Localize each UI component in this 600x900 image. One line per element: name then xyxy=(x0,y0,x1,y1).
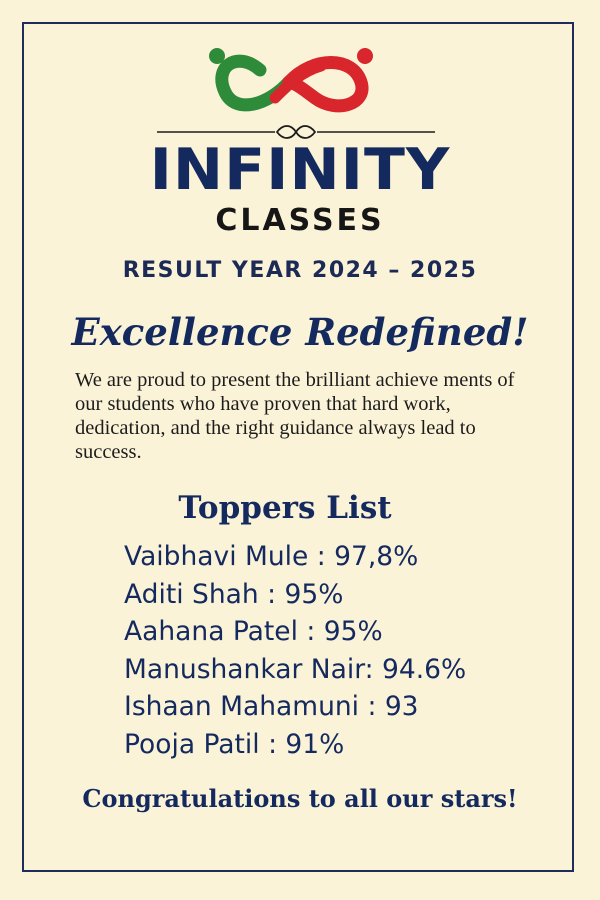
topper-score: 94.6% xyxy=(381,653,467,685)
topper-name: Manushankar Nair xyxy=(124,653,365,685)
result-year-heading: RESULT YEAR 2024 – 2025 xyxy=(122,258,478,283)
topper-score: 97,8% xyxy=(334,541,419,572)
brand-subtitle: CLASSES xyxy=(215,203,385,238)
topper-name: Aditi Shah xyxy=(124,578,259,610)
brand-name: INFINITY xyxy=(149,136,451,204)
list-item: Manushankar Nair: 94.6% xyxy=(124,653,467,685)
topper-name: Ishaan Mahamuni xyxy=(124,691,360,722)
list-item: Aahana Patel : 95% xyxy=(124,616,383,647)
topper-name: Vaibhavi Mule xyxy=(124,541,309,572)
toppers-list xyxy=(124,538,466,763)
topper-score: 93 xyxy=(384,691,419,722)
list-item: Ishaan Mahamuni : 93 xyxy=(124,691,419,722)
toppers-list-title: Toppers List xyxy=(178,490,392,526)
topper-score: 91% xyxy=(285,728,345,760)
infinity-logo-icon xyxy=(205,42,380,120)
closing-message: Congratulations to all our stars! xyxy=(82,784,518,813)
list-item: Vaibhavi Mule : 97,8% xyxy=(124,541,419,572)
list-item: Aditi Shah : 95% xyxy=(124,578,344,610)
topper-score: 95% xyxy=(284,578,344,610)
list-item: Pooja Patil : 91% xyxy=(124,728,345,760)
headline: Excellence Redefined! xyxy=(71,310,529,354)
topper-name: Pooja Patil xyxy=(124,728,260,760)
topper-score: 95% xyxy=(323,616,383,647)
intro-paragraph: We are proud to present the brilliant achieve ments of our students who have proven that hard work, dedication, and the right guidance always lead to success. xyxy=(75,369,515,463)
topper-name: Aahana Patel xyxy=(124,616,298,647)
